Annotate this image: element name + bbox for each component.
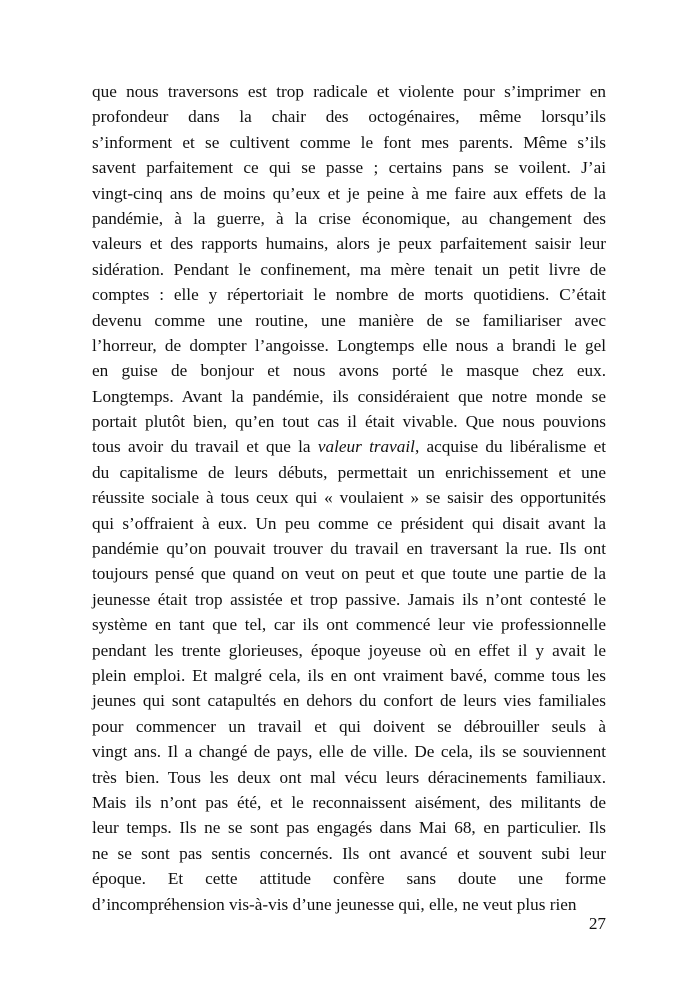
text-line: que nous traversons est trop radicale et violente pour s’imprimer en [92,82,606,101]
text-line: s’informent et se cultivent comme le font mes parents. Même s’ils [92,132,606,152]
text-line: sidération. Pendant le confinement, ma mère tenait un petit livre de [92,259,606,279]
text-line: réussite sociale à tous ceux qui « voulaient » se saisir des opportunités [92,488,606,508]
text-line: pandémie qu’on pouvait trouver du travail en traversant la rue. Ils ont [92,539,606,559]
text-line: vingt-cinq ans de moins qu’eux et je peine à me faire aux effets de la [92,183,606,203]
text-line: savent parfaitement ce qui se passe ; certains pans se voilent. J’ai [92,158,606,178]
text-line: jeunesse était trop assistée et trop passive. Jamais ils n’ont contesté le [92,589,606,609]
text-line: du capitalisme de leurs débuts, permettait un enrichissement et une [92,462,606,482]
text-line: pandémie, à la guerre, à la crise économique, au changement des [92,208,606,228]
text-segment: tous avoir du travail et que la [92,437,318,457]
text-line: très bien. Tous les deux ont mal vécu leurs déracinements familiaux. [92,767,606,787]
body-text [92,79,606,917]
text-line: leur temps. Ils ne se sont pas engagés dans Mai 68, en particulier. Ils [92,818,606,838]
text-line: toujours pensé que quand on veut on peut et que toute une partie de la [92,564,606,584]
text-line: système en tant que tel, car ils ont commencé leur vie professionnelle [92,615,606,635]
text-line: jeunes qui sont catapultés en dehors du confort de leurs vies familiales [92,691,606,711]
text-line: Mais ils n’ont pas été, et le reconnaissent aisément, des militants de [92,792,606,812]
text-line-last: d’incompréhension vis-à-vis d’une jeunesse qui, elle, ne veut plus rien [92,894,577,914]
text-line: devenu comme une routine, une manière de se familiariser avec [92,310,606,330]
text-line: l’horreur, de dompter l’angoisse. Longtemps elle nous a brandi le gel [92,335,606,355]
text-line: pour commencer un travail et qui doivent se débrouiller seuls à [92,716,606,736]
text-line [92,434,606,459]
text-line: valeurs et des rapports humains, alors je peux parfaitement saisir leur [92,234,606,254]
italic-phrase: valeur travail [317,437,415,457]
text-line: comptes : elle y répertoriait le nombre de morts quotidiens. C’était [92,285,606,305]
text-line: pendant les trente glorieuses, époque joyeuse où en effet il y avait le [92,640,606,660]
text-line: Longtemps. Avant la pandémie, ils considéraient que notre monde se [92,386,606,406]
text-line: plein emploi. Et malgré cela, ils en ont vraiment bavé, comme tous les [92,665,606,685]
page-number: 27 [588,914,606,933]
text-line: portait plutôt bien, qu’en tout cas il était vivable. Que nous pouvions [92,412,606,432]
text-line: ne se sont pas sentis concernés. Ils ont avancé et souvent subi leur [92,843,606,863]
text-line: profondeur dans la chair des octogénaires, même lorsqu’ils [92,107,606,127]
text-line: en guise de bonjour et nous avons porté le masque chez eux. [92,361,606,381]
text-line: vingt ans. Il a changé de pays, elle de ville. De cela, ils se souviennent [92,742,606,762]
text-segment: , acquise du libéralisme et [414,437,606,457]
text-line: qui s’offraient à eux. Un peu comme ce président qui disait avant la [92,513,606,533]
text-line: époque. Et cette attitude confère sans doute une forme [92,869,606,889]
